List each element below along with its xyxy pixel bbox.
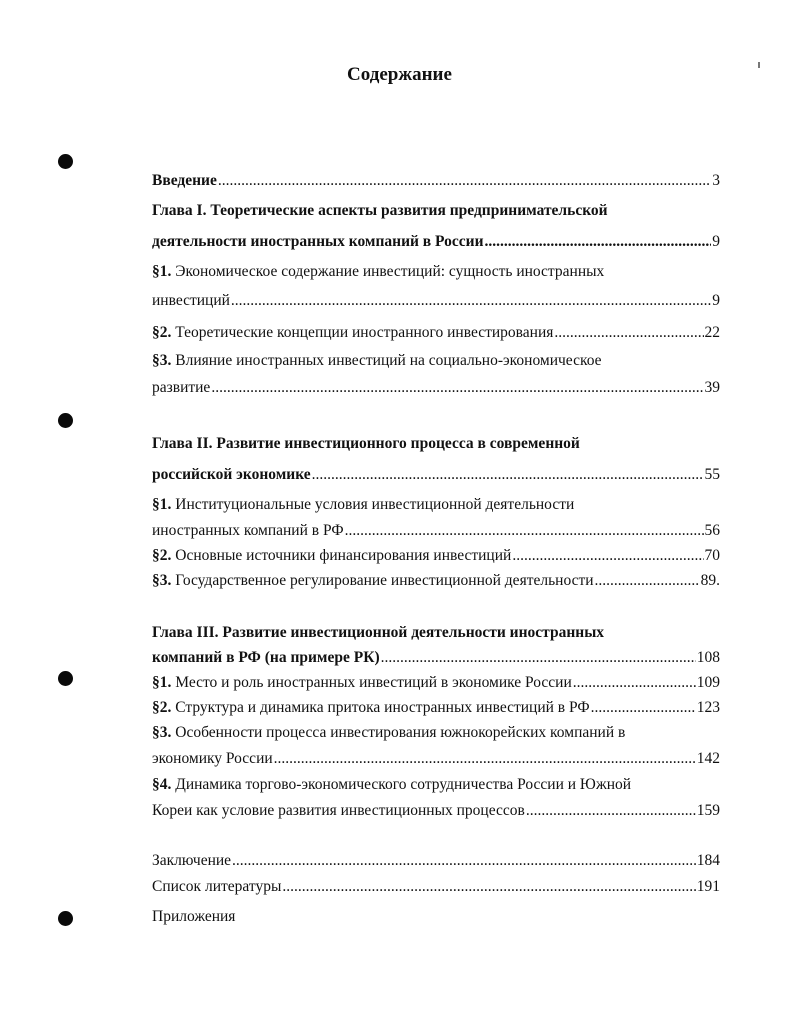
toc-entry-2-3[interactable] <box>152 568 720 594</box>
toc-label: Приложения <box>152 908 236 925</box>
punch-hole <box>58 671 73 686</box>
toc-entry-2-1-line2[interactable] <box>152 518 720 544</box>
toc-entry-chapter-2-line2[interactable] <box>152 462 720 488</box>
toc-page-number: 184 <box>696 852 720 869</box>
toc-label: российской экономике <box>152 466 311 483</box>
toc-entry-1-1-line1[interactable] <box>152 259 720 285</box>
toc-label: Институциональные условия инвестиционной деятельности <box>175 496 575 513</box>
toc-entry-chapter-1-line2[interactable] <box>152 229 720 255</box>
toc-label: Экономическое содержание инвестиций: сущность иностранных <box>175 263 605 280</box>
toc-entry-chapter-2-line1[interactable] <box>152 431 720 457</box>
toc-label: Основные источники финансирования инвестиций <box>175 547 512 564</box>
toc-label: компаний в РФ (на примере РК) <box>152 649 380 666</box>
leader-dots <box>595 568 700 594</box>
toc-page-number: 39 <box>704 379 720 396</box>
section-number: §2. <box>152 547 172 564</box>
leader-dots <box>282 874 695 900</box>
toc-page-number: 191 <box>696 878 720 895</box>
toc-label: Теоретические концепции иностранного инвестирования <box>175 324 554 341</box>
toc-page-number: 55 <box>704 466 720 483</box>
toc-page-number: 142 <box>696 750 720 767</box>
toc-entry-chapter-3-line2[interactable] <box>152 645 720 671</box>
toc-page-number: 9 <box>712 233 720 250</box>
toc-entry-intro[interactable] <box>152 168 720 194</box>
leader-dots <box>554 320 703 346</box>
section-number: §3. <box>152 724 172 741</box>
toc-page-number: 89. <box>700 572 720 589</box>
toc-label: Место и роль иностранных инвестиций в экономике России <box>175 674 572 691</box>
toc-label: Особенности процесса инвестирования южнокорейских компаний в <box>175 724 626 741</box>
toc-entry-appendix[interactable] <box>152 904 720 930</box>
section-number: §1. <box>152 674 172 691</box>
toc-page-number: 159 <box>696 802 720 819</box>
section-number: §4. <box>152 776 172 793</box>
toc-page-number: 56 <box>704 522 720 539</box>
toc-entry-1-1-line2[interactable] <box>152 288 720 314</box>
section-number: §1. <box>152 496 172 513</box>
toc-entry-references[interactable] <box>152 874 720 900</box>
toc-label: иностранных компаний в РФ <box>152 522 344 539</box>
toc-entry-conclusion[interactable] <box>152 848 720 874</box>
toc-label: инвестиций <box>152 292 230 309</box>
toc-page-number: 22 <box>704 324 720 341</box>
toc-label: Кореи как условие развития инвестиционных процессов <box>152 802 525 819</box>
toc-label: Заключение <box>152 852 232 869</box>
toc-label: экономику России <box>152 750 273 767</box>
toc-label: Государственное регулирование инвестиционной деятельности <box>175 572 594 589</box>
leader-dots <box>591 695 696 721</box>
toc-entry-1-2[interactable] <box>152 320 720 346</box>
toc-page-number: 109 <box>696 674 720 691</box>
toc-page-number: 3 <box>712 172 720 189</box>
toc-label: развитие <box>152 379 211 396</box>
toc-entry-3-3-line2[interactable] <box>152 746 720 772</box>
scan-speck <box>758 62 760 68</box>
toc-entry-chapter-3-line1[interactable] <box>152 620 720 646</box>
toc-entry-1-3-line1[interactable] <box>152 348 720 374</box>
leader-dots <box>312 462 704 488</box>
toc-entry-3-4-line1[interactable] <box>152 772 720 798</box>
page-title: Содержание <box>347 64 452 85</box>
leader-dots <box>232 848 696 874</box>
punch-hole <box>58 413 73 428</box>
section-number: §2. <box>152 324 172 341</box>
leader-dots <box>485 229 712 255</box>
leader-dots <box>231 288 711 314</box>
toc-entry-2-2[interactable] <box>152 543 720 569</box>
section-number: §1. <box>152 263 172 280</box>
toc-label: Введение <box>152 172 217 189</box>
toc-label: Список литературы <box>152 878 282 895</box>
leader-dots <box>274 746 696 772</box>
toc-entry-1-3-line2[interactable] <box>152 375 720 401</box>
toc-page-number: 123 <box>696 699 720 716</box>
toc-label: Структура и динамика притока иностранных инвестиций в РФ <box>175 699 590 716</box>
toc-page-number: 9 <box>712 292 720 309</box>
toc-entry-3-4-line2[interactable] <box>152 798 720 824</box>
leader-dots <box>211 375 703 401</box>
leader-dots <box>218 168 711 194</box>
toc-entry-chapter-1-line1[interactable] <box>152 198 720 224</box>
leader-dots <box>345 518 704 544</box>
punch-hole <box>58 911 73 926</box>
leader-dots <box>381 645 696 671</box>
toc-entry-3-2[interactable] <box>152 695 720 721</box>
toc-entry-3-3-line1[interactable] <box>152 720 720 746</box>
toc-label: Влияние иностранных инвестиций на социально-экономическое <box>175 352 602 369</box>
section-number: §3. <box>152 352 172 369</box>
toc-label: Динамика торгово-экономического сотрудничества России и Южной <box>175 776 632 793</box>
toc-page-number: 108 <box>696 649 720 666</box>
toc-label: Глава III. Развитие инвестиционной деятельности иностранных <box>152 624 605 641</box>
section-number: §3. <box>152 572 172 589</box>
toc-page-number: 70 <box>704 547 720 564</box>
toc-entry-2-1-line1[interactable] <box>152 492 720 518</box>
leader-dots <box>573 670 696 696</box>
toc-entry-3-1[interactable] <box>152 670 720 696</box>
toc-label: деятельности иностранных компаний в России <box>152 233 484 250</box>
toc-label: Глава II. Развитие инвестиционного процесса в современной <box>152 435 580 452</box>
toc-label: Глава I. Теоретические аспекты развития предпринимательской <box>152 202 608 219</box>
leader-dots <box>512 543 703 569</box>
section-number: §2. <box>152 699 172 716</box>
leader-dots <box>526 798 696 824</box>
punch-hole <box>58 154 73 169</box>
